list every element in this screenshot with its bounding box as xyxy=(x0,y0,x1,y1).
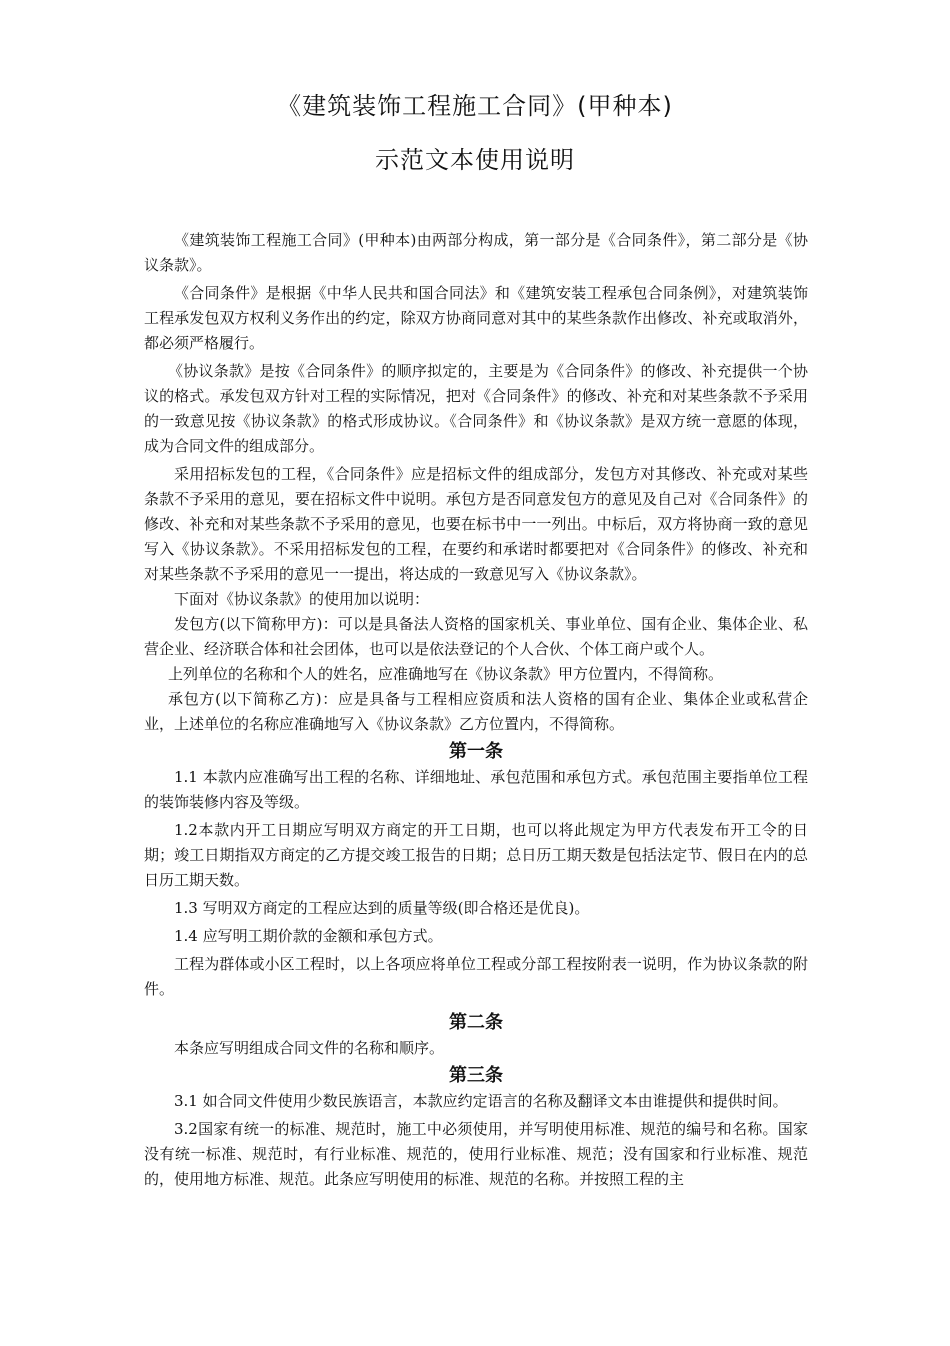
document-subtitle: 示范文本使用说明 xyxy=(375,146,575,174)
paragraph: 上列单位的名称和个人的姓名，应准确地写在《协议条款》甲方位置内，不得简称。 xyxy=(168,665,724,683)
paragraph: 工程为群体或小区工程时，以上各项应将单位工程或分部工程按附表一说明，作为协议条款的附件。 xyxy=(144,955,808,998)
paragraph: 《合同条件》是根据《中华人民共和国合同法》和《建筑安装工程承包合同条例》，对建筑装饰工程承发包双方权利义务作出的约定，除双方协商同意对其中的某些条款作出修改、补充或取消外，都必须严格履行。 xyxy=(144,284,808,352)
clause: 3.2国家有统一的标准、规范时，施工中必须使用，并写明使用标准、规范的编号和名称。国家没有统一标准、规范时，有行业标准、规范的，使用行业标准、规范；没有国家和行业标准、规范的，使用地方标准、规范。此条应写明使用的标准、规范的名称。并按照工程的主 xyxy=(144,1120,808,1188)
clause: 1.4 应写明工期价款的金额和承包方式。 xyxy=(174,927,443,945)
document-body xyxy=(144,228,808,1192)
paragraph: 下面对《协议条款》的使用加以说明： xyxy=(174,590,430,608)
clause: 1.1 本款内应准确写出工程的名称、详细地址、承包范围和承包方式。承包范围主要指单位工程的装饰装修内容及等级。 xyxy=(144,768,808,811)
paragraph: 《协议条款》是按《合同条件》的顺序拟定的，主要是为《合同条件》的修改、补充提供一个协议的格式。承发包双方针对工程的实际情况，把对《合同条件》的修改、补充和对某些条款不予采用的一致意见按《协议条款》的格式形成协议。《合同条件》和《协议条款》是双方统一意愿的体现，成为合同文件的组成部分。 xyxy=(144,362,808,455)
article-heading: 第三条 xyxy=(449,1065,503,1086)
paragraph: 采用招标发包的工程，《合同条件》应是招标文件的组成部分，发包方对其修改、补充或对某些条款不予采用的意见，要在招标文件中说明。承包方是否同意发包方的意见及自己对《合同条件》的修改、补充和对某些条款不予采用的意见，也要在标书中一一列出。中标后，双方将协商一致的意见写入《协议条款》。不采用招标发包的工程，在要约和承诺时都要把对《合同条件》的修改、补充和对某些条款不予采用的意见一一提出，将达成的一致意见写入《协议条款》。 xyxy=(144,465,808,583)
paragraph: 本条应写明组成合同文件的名称和顺序。 xyxy=(174,1039,445,1057)
paragraph: 承包方(以下简称乙方)：应是具备与工程相应资质和法人资格的国有企业、集体企业或私营企业，上述单位的名称应准确地写入《协议条款》乙方位置内，不得简称。 xyxy=(144,690,808,733)
paragraph: 《建筑装饰工程施工合同》(甲种本)由两部分构成，第一部分是《合同条件》，第二部分是《协议条款》。 xyxy=(144,231,808,274)
clause: 3.1 如合同文件使用少数民族语言，本款应约定语言的名称及翻译文本由谁提供和提供时间。 xyxy=(174,1092,788,1110)
article-heading: 第二条 xyxy=(449,1012,503,1033)
document-title: 《建筑装饰工程施工合同》(甲种本) xyxy=(277,92,673,120)
paragraph: 发包方(以下简称甲方)：可以是具备法人资格的国家机关、事业单位、国有企业、集体企业、私营企业、经济联合体和社会团体，也可以是依法登记的个人合伙、个体工商户或个人。 xyxy=(144,615,808,658)
article-heading: 第一条 xyxy=(449,741,503,762)
clause: 1.2本款内开工日期应写明双方商定的开工日期，也可以将此规定为甲方代表发布开工令的日期；竣工日期指双方商定的乙方提交竣工报告的日期；总日历工期天数是包括法定节、假日在内的总日历工期天数。 xyxy=(144,821,808,889)
clause: 1.3 写明双方商定的工程应达到的质量等级(即合格还是优良)。 xyxy=(174,899,590,917)
